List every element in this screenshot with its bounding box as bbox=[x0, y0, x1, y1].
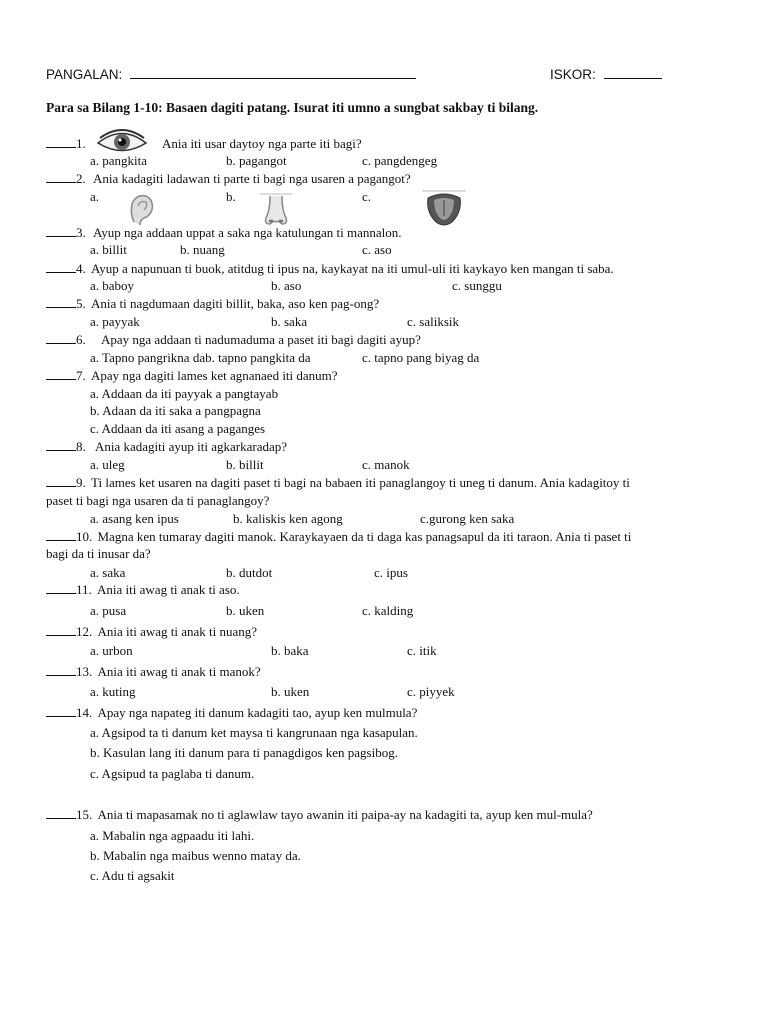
question-number: 12. bbox=[76, 624, 93, 639]
q2-option-a: a. bbox=[90, 189, 100, 204]
question-number: 15. bbox=[76, 807, 93, 822]
question-4 bbox=[46, 261, 614, 276]
question-text: Ania iti awag ti anak ti aso. bbox=[97, 582, 240, 597]
answer-blank[interactable] bbox=[46, 705, 76, 717]
answer-blank[interactable] bbox=[46, 136, 76, 148]
q14-option-b: b. Kasulan lang iti danum para ti panagdigos ken pagsibog. bbox=[90, 745, 398, 760]
score-label: ISKOR: bbox=[550, 67, 596, 82]
question-number: 13. bbox=[76, 664, 93, 679]
question-number: 11. bbox=[76, 582, 92, 597]
question-9-continued: paset ti bagi nga usaren da ti panaglangoy? bbox=[46, 493, 270, 508]
question-6 bbox=[46, 332, 421, 347]
q11-option-c: c. kalding bbox=[362, 603, 414, 618]
q5-option-c: c. saliksik bbox=[407, 314, 459, 329]
q1-option-c: c. pangdengeg bbox=[362, 153, 438, 168]
question-number: 5. bbox=[76, 296, 86, 311]
q2-option-c: c. bbox=[362, 189, 372, 204]
question-text: Ayup a napunuan ti buok, atitdug ti ipus na, kaykayat na iti umul-uli iti kaykayo ken mangan ti saba. bbox=[91, 261, 614, 276]
question-text: Ania kadagiti ayup iti agkarkaradap? bbox=[95, 439, 288, 454]
score-field bbox=[550, 66, 662, 82]
question-14 bbox=[46, 705, 417, 720]
answer-blank[interactable] bbox=[46, 225, 76, 237]
question-text: Apay nga addaan ti nadumaduma a paset iti bagi dagiti ayup? bbox=[101, 332, 421, 347]
answer-blank[interactable] bbox=[46, 664, 76, 676]
answer-blank[interactable] bbox=[46, 261, 76, 273]
question-number: 4. bbox=[76, 261, 86, 276]
answer-blank[interactable] bbox=[46, 807, 76, 819]
q3-option-c: c. aso bbox=[362, 242, 392, 257]
answer-blank[interactable] bbox=[46, 332, 76, 344]
q4-option-c: c. sunggu bbox=[452, 278, 502, 293]
question-2 bbox=[46, 171, 411, 186]
q4-option-a: a. baboy bbox=[90, 278, 135, 293]
answer-blank[interactable] bbox=[46, 439, 76, 451]
q5-option-a: a. payyak bbox=[90, 314, 140, 329]
q15-option-a: a. Mabalin nga agpaadu iti lahi. bbox=[90, 828, 255, 843]
q12-option-a: a. urbon bbox=[90, 643, 133, 658]
question-8 bbox=[46, 439, 287, 454]
q1-option-a: a. pangkita bbox=[90, 153, 148, 168]
question-10 bbox=[46, 529, 631, 544]
q3-option-a: a. billit bbox=[90, 242, 127, 257]
question-number: 1. bbox=[76, 136, 86, 151]
question-text: Magna ken tumaray dagiti manok. Karaykayaen da ti daga kas panagsapul da iti taraon. Ania ti paset ti bbox=[97, 529, 632, 544]
question-text: Ania iti awag ti anak ti nuang? bbox=[97, 624, 258, 639]
q13-option-c: c. piyyek bbox=[407, 684, 455, 699]
question-number: 10. bbox=[76, 529, 93, 544]
q7-option-c: c. Addaan da iti asang a paganges bbox=[90, 421, 266, 436]
question-text: Ayup nga addaan uppat a saka nga katulungan ti mannalon. bbox=[93, 225, 402, 240]
q9-option-b: b. kaliskis ken agong bbox=[233, 511, 343, 526]
question-11 bbox=[46, 582, 240, 597]
q9-option-c: c.gurong ken saka bbox=[420, 511, 515, 526]
question-text: Ania iti awag ti anak ti manok? bbox=[97, 664, 261, 679]
question-text: Apay nga dagiti lames ket agnanaed iti danum? bbox=[91, 368, 338, 383]
name-blank[interactable] bbox=[130, 66, 416, 79]
q4-option-b: b. aso bbox=[271, 278, 302, 293]
q15-option-c: c. Adu ti agsakit bbox=[90, 868, 175, 883]
q6-option-c: c. tapno pang biyag da bbox=[362, 350, 480, 365]
q10-option-c: c. ipus bbox=[374, 565, 408, 580]
q5-option-b: b. saka bbox=[271, 314, 308, 329]
q15-option-b: b. Mabalin nga maibus wenno matay da. bbox=[90, 848, 301, 863]
instructions: Para sa Bilang 1-10: Basaen dagiti patang. Isurat iti umno a sungbat sakbay ti bilang. bbox=[46, 100, 539, 115]
question-13 bbox=[46, 664, 261, 679]
question-number: 3. bbox=[76, 225, 86, 240]
q11-option-b: b. uken bbox=[226, 603, 265, 618]
q6-option-ab: a. Tapno pangrikna dab. tapno pangkita da bbox=[90, 350, 311, 365]
question-12 bbox=[46, 624, 257, 639]
question-number: 8. bbox=[76, 439, 86, 454]
q13-option-a: a. kuting bbox=[90, 684, 136, 699]
question-number: 9. bbox=[76, 475, 86, 490]
q12-option-b: b. baka bbox=[271, 643, 309, 658]
question-number: 6. bbox=[76, 332, 86, 347]
q14-option-c: c. Agsipud ta paglaba ti danum. bbox=[90, 766, 255, 781]
q8-option-c: c. manok bbox=[362, 457, 410, 472]
q10-option-b: b. dutdot bbox=[226, 565, 273, 580]
question-1-text: Ania iti usar daytoy nga parte iti bagi? bbox=[162, 136, 362, 151]
question-text: Ania ti mapasamak no ti aglawlaw tayo awanin iti paipa-ay na kadagiti ta, ayup ken mul-mula? bbox=[97, 807, 593, 822]
score-blank[interactable] bbox=[604, 66, 662, 79]
question-number: 14. bbox=[76, 705, 93, 720]
question-text: Ania ti nagdumaan dagiti billit, baka, aso ken pag-ong? bbox=[91, 296, 380, 311]
q8-option-b: b. billit bbox=[226, 457, 264, 472]
answer-blank[interactable] bbox=[46, 475, 76, 487]
q14-option-a: a. Agsipod ta ti danum ket maysa ti kangrunaan nga kasapulan. bbox=[90, 725, 418, 740]
q10-option-a: a. saka bbox=[90, 565, 126, 580]
q7-option-b: b. Adaan da iti saka a pangpagna bbox=[90, 403, 261, 418]
answer-blank[interactable] bbox=[46, 296, 76, 308]
question-text: Apay nga napateg iti danum kadagiti tao, ayup ken mulmula? bbox=[97, 705, 418, 720]
q1-option-b: b. pagangot bbox=[226, 153, 287, 168]
question-text: Ania kadagiti ladawan ti parte ti bagi nga usaren a pagangot? bbox=[93, 171, 411, 186]
question-9 bbox=[46, 475, 630, 490]
answer-blank[interactable] bbox=[46, 529, 76, 541]
tongue-icon bbox=[420, 190, 468, 235]
name-label: PANGALAN: bbox=[46, 67, 123, 82]
question-15 bbox=[46, 807, 593, 822]
answer-blank[interactable] bbox=[46, 368, 76, 380]
question-5 bbox=[46, 296, 379, 311]
q13-option-b: b. uken bbox=[271, 684, 310, 699]
question-text: Ti lames ket usaren na dagiti paset ti bagi na babaen iti panaglangoy ti uneg ti danum. Ania kadagitoy ti bbox=[91, 475, 630, 490]
question-7 bbox=[46, 368, 338, 383]
question-number: 2. bbox=[76, 171, 86, 186]
q11-option-a: a. pusa bbox=[90, 603, 127, 618]
name-field bbox=[46, 66, 416, 82]
answer-blank[interactable] bbox=[46, 582, 76, 594]
q12-option-c: c. itik bbox=[407, 643, 437, 658]
q3-option-b: b. nuang bbox=[180, 242, 225, 257]
answer-blank[interactable] bbox=[46, 624, 76, 636]
question-10-continued: bagi da ti inusar da? bbox=[46, 546, 151, 561]
question-number: 7. bbox=[76, 368, 86, 383]
question-1 bbox=[46, 136, 86, 151]
question-3 bbox=[46, 225, 402, 240]
answer-blank[interactable] bbox=[46, 171, 76, 183]
q8-option-a: a. uleg bbox=[90, 457, 125, 472]
q2-option-b: b. bbox=[226, 189, 236, 204]
q9-option-a: a. asang ken ipus bbox=[90, 511, 179, 526]
q7-option-a: a. Addaan da iti payyak a pangtayab bbox=[90, 386, 279, 401]
